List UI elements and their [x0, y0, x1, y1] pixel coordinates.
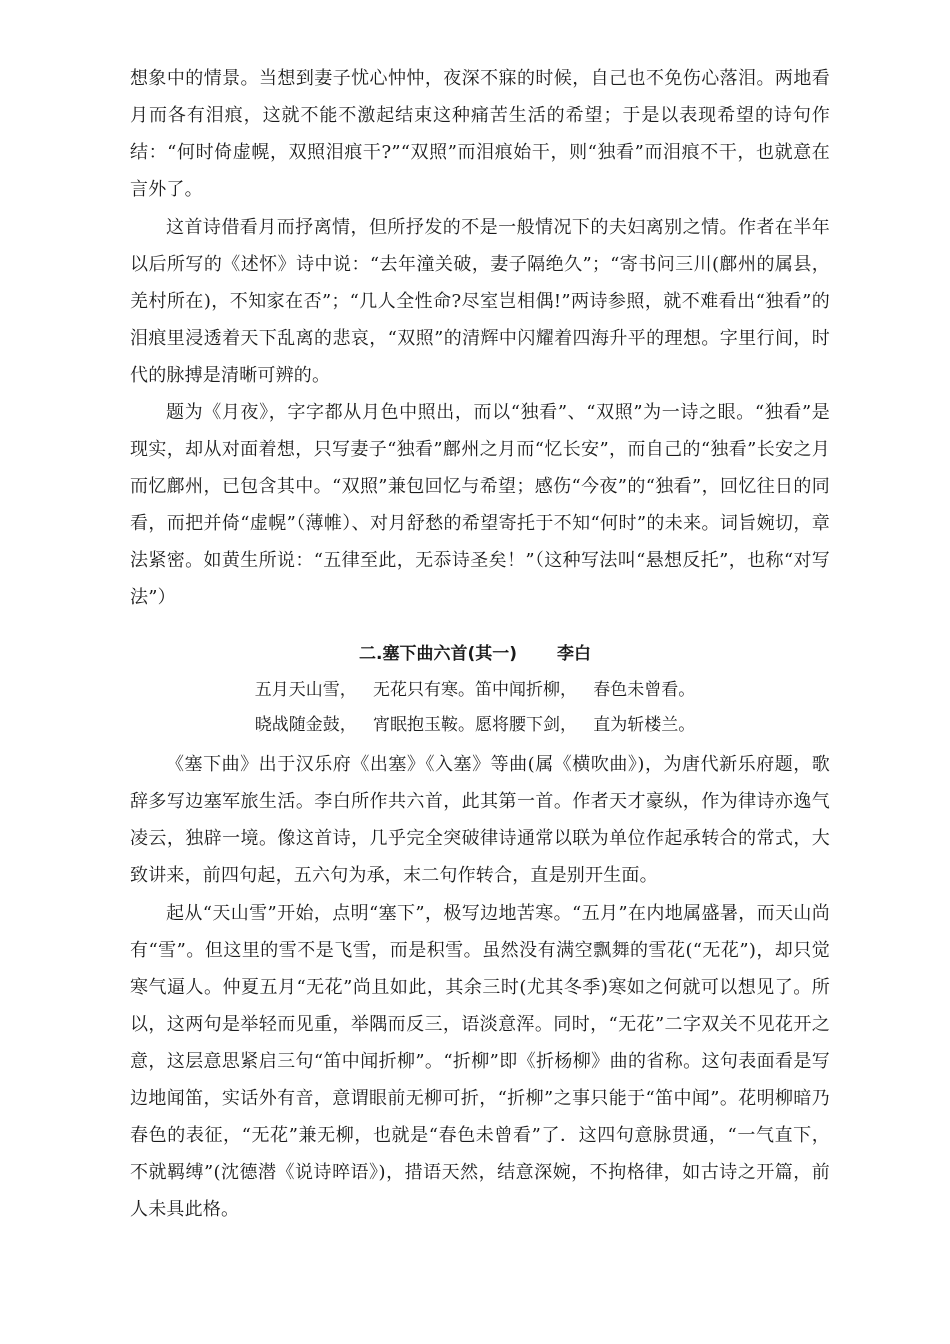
paragraph-saixiaqu-intro: 《塞下曲》出于汉乐府《出塞》《入塞》等曲(属《横吹曲》)，为唐代新乐府题，歌辞多写边塞军旅生活。李白所作共六首，此其第一首。作者天才豪纵，作为律诗亦逸气凌云，独辟一境。像这首诗，几乎完全突破律诗通常以联为单位作起承转合的常式，大致讲来，前四句起，五六句为承，末二句作转合，直是别开生面。 [130, 754, 830, 886]
paragraph-saixiaqu-analysis: 起从“天山雪”开始，点明“塞下”，极写边地苦寒。“五月”在内地属盛暑，而天山尚有“雪”。但这里的雪不是飞雪，而是积雪。虽然没有满空飘舞的雪花(“无花”)，却只觉寒气逼人。仲夏五月“无花”尚且如此，其余三时(尤其冬季)寒如之何就可以想见了。所以，这两句是举轻而见重，举隅而反三，语淡意浑。同时，“无花”二字双关不见花开之意，这层意思紧启三句“笛中闻折柳”。“折柳”即《折杨柳》曲的省称。这句表面看是写边地闻笛，实话外有音，意谓眼前无柳可折，“折柳”之事只能于“笛中闻”。花明柳暗乃春色的表征，“无花”兼无柳，也就是“春色未曾看”了．这四句意脉贯通，“一气直下，不就羁缚”(沈德潜《说诗晬语》)，措语天然，结意深婉，不拘格律，如古诗之开篇，前人未具此格。 [130, 903, 830, 1220]
paragraph-yueye-context: 这首诗借看月而抒离情，但所抒发的不是一般情况下的夫妇离别之情。作者在半年以后所写的《述怀》诗中说：“去年潼关破，妻子隔绝久”；“寄书问三川(鄜州的属县，羌村所在)，不知家在否”；“几人全性命?尽室岂相偶!”两诗参照，就不难看出“独看”的泪痕里浸透着天下乱离的悲哀，“双照”的清辉中闪耀着四海升平的理想。字里行间，时代的脉搏是清晰可辨的。 [130, 217, 830, 386]
poem-verse-line-2: 晓战随金鼓， 宵眠抱玉鞍。愿将腰下剑， 直为斩楼兰。 [254, 715, 696, 735]
poem-title: 二.塞下曲六首(其一) [359, 644, 517, 664]
paragraph-yueye-analysis: 题为《月夜》，字字都从月色中照出，而以“独看”、“双照”为一诗之眼。“独看”是现实，却从对面着想，只写妻子“独看”鄜州之月而“忆长安”，而自己的“独看”长安之月而忆鄜州，已包含其中。“双照”兼包回忆与希望；感伤“今夜”的“独看”，回忆往日的同看，而把并倚“虚幌”（薄帷）、对月舒愁的希望寄托于不知“何时”的未来。词旨婉切，章法紧密。如黄生所说：“五律至此，无忝诗圣矣！”（这种写法叫“悬想反托”，也称“对写法”） [130, 402, 830, 608]
poem-author: 李白 [557, 644, 591, 664]
paragraph-yueye-ending: 想象中的情景。当想到妻子忧心忡忡，夜深不寐的时候，自己也不免伤心落泪。两地看月而各有泪痕，这就不能不激起结束这种痛苦生活的希望；于是以表现希望的诗句作结：“何时倚虚幌，双照泪痕干?”“双照”而泪痕始干，则“独看”而泪痕不干，也就意在言外了。 [130, 68, 830, 200]
poem-heading [0, 639, 950, 669]
poem-verse-line-1: 五月天山雪， 无花只有寒。笛中闻折柳， 春色未曾看。 [254, 680, 696, 700]
